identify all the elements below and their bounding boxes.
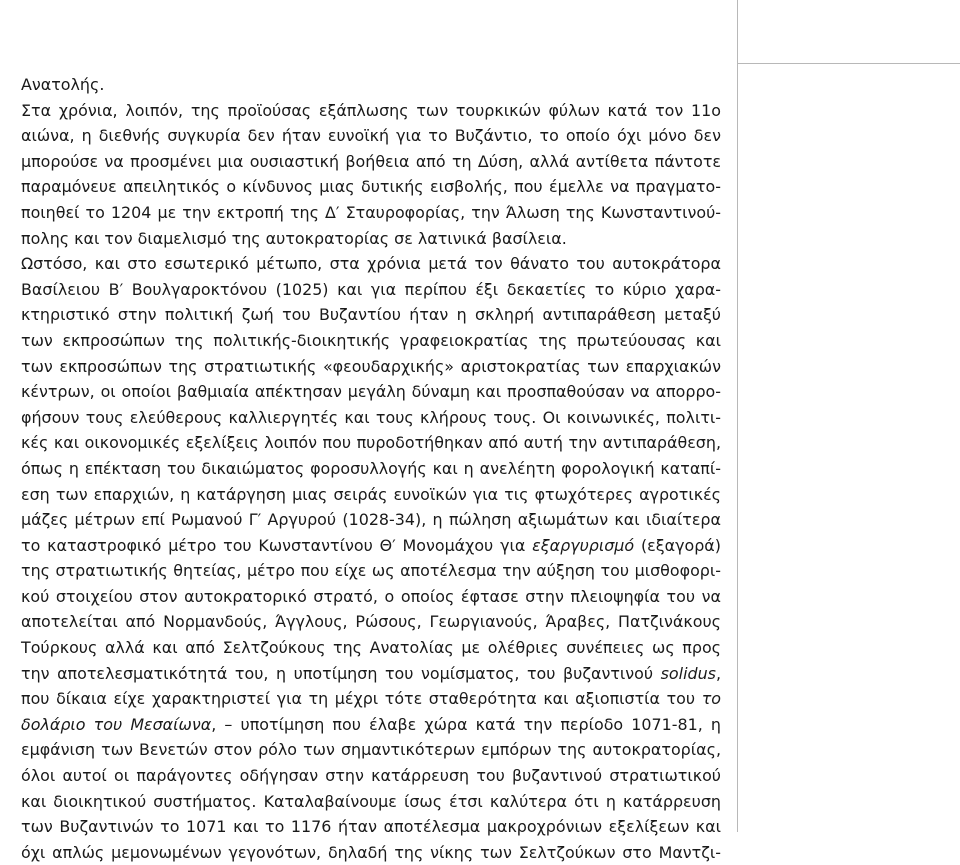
text-line: των εκπροσώπων της στρατιωτικής «φεουδαρχικής» αριστοκρατίας των επαρχιακών [21, 356, 721, 376]
text-segment: την αποτελεσματικότητά του, η υποτίμηση του νομίσματος, του βυζαντινού [21, 663, 661, 683]
text-line: εμφάνιση των Βενετών στον ρόλο των σημαντικότερων εμπόρων της αυτοκρατορίας, [21, 740, 721, 760]
text-line [21, 533, 721, 559]
text-line: κού στοιχείου στον αυτοκρατορικό στρατό, ο οποίος έφτασε στην πλειοψηφία του να [21, 586, 721, 606]
text-line: εση των επαρχιών, η κατάργηση μιας σειράς ευνοϊκών για τις φτωχότερες αγροτικές [21, 484, 721, 504]
text-segment: (εξαγορά) [634, 535, 721, 555]
text-line: των Βυζαντινών το 1071 και το 1176 ήταν αποτέλεσμα μακροχρόνιων εξελίξεων και [21, 817, 721, 837]
text-line: των εκπροσώπων της πολιτικής-διοικητικής γραφειοκρατίας της πρωτεύουσας και [21, 330, 721, 350]
italic-text: εξαργυρισμό [532, 535, 635, 555]
italic-text: δολάριο του Μεσαίωνα [21, 714, 212, 734]
text-line: όχι απλώς μεμονωμένων γεγονότων, δηλαδή της νίκης των Σελτζούκων στο Μαντζι- [21, 842, 721, 862]
text-line: παραμόνευε απειλητικός ο κίνδυνος μιας δυτικής εισβολής, που έμελλε να πραγματο- [21, 177, 721, 197]
text-line [21, 661, 721, 687]
text-line: αποτελείται από Νορμανδούς, Άγγλους, Ρώσους, Γεωργιανούς, Άραβες, Πατζινάκους [21, 612, 721, 632]
text-line: φήσουν τους ελεύθερους καλλιεργητές και τους κλήρους τους. Οι κοινωνικές, πολιτι- [21, 407, 721, 427]
text-line: αιώνα, η διεθνής συγκυρία δεν ήταν ευνοϊκή για το Βυζάντιο, το οποίο όχι μόνο δεν [21, 126, 721, 146]
text-line: μπορούσε να προσμένει μια ουσιαστική βοήθεια από τη Δύση, αλλά αντίθετα πάντοτε [21, 151, 721, 171]
text-segment: που δίκαια είχε χαρακτηριστεί για τη μέχρι τότε σταθερότητα και αξιοπιστία του [21, 689, 702, 709]
text-line: όλοι αυτοί οι παράγοντες οδήγησαν στην κατάρρευση του βυζαντινού στρατιωτικού [21, 766, 721, 786]
italic-text: solidus [660, 663, 716, 683]
text-line: και διοικητικού συστήματος. Καταλαβαίνουμε ίσως έτσι καλύτερα ότι η κατάρρευση [21, 791, 721, 811]
text-line: όπως η επέκταση του δικαιώματος φοροσυλλογής και η ανελέητη φορολογική καταπί- [21, 458, 721, 478]
text-line: Βασίλειου Β′ Βουλγαροκτόνου (1025) και για περίπου έξι δεκαετίες το κύριο χαρα- [21, 279, 721, 299]
text-line: ποιηθεί το 1204 με την εκτροπή της Δ′ Σταυροφορίας, την Άλωση της Κωνσταντινού- [21, 202, 721, 222]
text-line [21, 686, 721, 712]
italic-text: το [701, 689, 721, 709]
text-line: μάζες μέτρων επί Ρωμανού Γ′ Αργυρού (1028-34), η πώληση αξιωμάτων και ιδιαίτερα [21, 510, 721, 530]
text-line: πολης και τον διαμελισμό της αυτοκρατορίας σε λατινικά βασίλεια. [21, 228, 567, 248]
text-segment: , – υποτίμηση που έλαβε χώρα κατά την περίοδο 1071-81, η [211, 714, 721, 734]
text-line: Στα χρόνια, λοιπόν, της προϊούσας εξάπλωσης των τουρκικών φύλων κατά τον 11ο [21, 100, 721, 120]
body-text [21, 72, 721, 865]
text-line: της στρατιωτικής θητείας, μέτρο που είχε ως αποτέλεσμα την αύξηση του μισθοφορι- [21, 561, 721, 581]
text-line: Ωστόσο, και στο εσωτερικό μέτωπο, στα χρόνια μετά τον θάνατο του αυτοκράτορα [21, 254, 721, 274]
text-segment: το καταστροφικό μέτρο του Κωνσταντίνου Θ′ Μονομάχου για [21, 535, 533, 555]
text-line: κτηριστικό στην πολιτική ζωή του Βυζαντίου ήταν η σκληρή αντιπαράθεση μεταξύ [21, 305, 721, 325]
text-line: κέντρων, οι οποίοι βαθμιαία απέκτησαν μεγάλη δύναμη και προσπαθούσαν να απορρο- [21, 382, 721, 402]
margin-vertical-rule [737, 0, 738, 832]
text-line [21, 712, 721, 738]
text-segment: , [715, 663, 721, 683]
text-line: Ανατολής. [21, 75, 105, 94]
text-line: Τούρκους αλλά και από Σελτζούκους της Ανατολίας με ολέθριες συνέπειες ως προς [21, 638, 721, 658]
text-line: κές και οικονομικές εξελίξεις λοιπόν που πυροδοτήθηκαν από αυτή την αντιπαράθεση, [21, 433, 721, 453]
margin-horizontal-rule [737, 63, 960, 64]
